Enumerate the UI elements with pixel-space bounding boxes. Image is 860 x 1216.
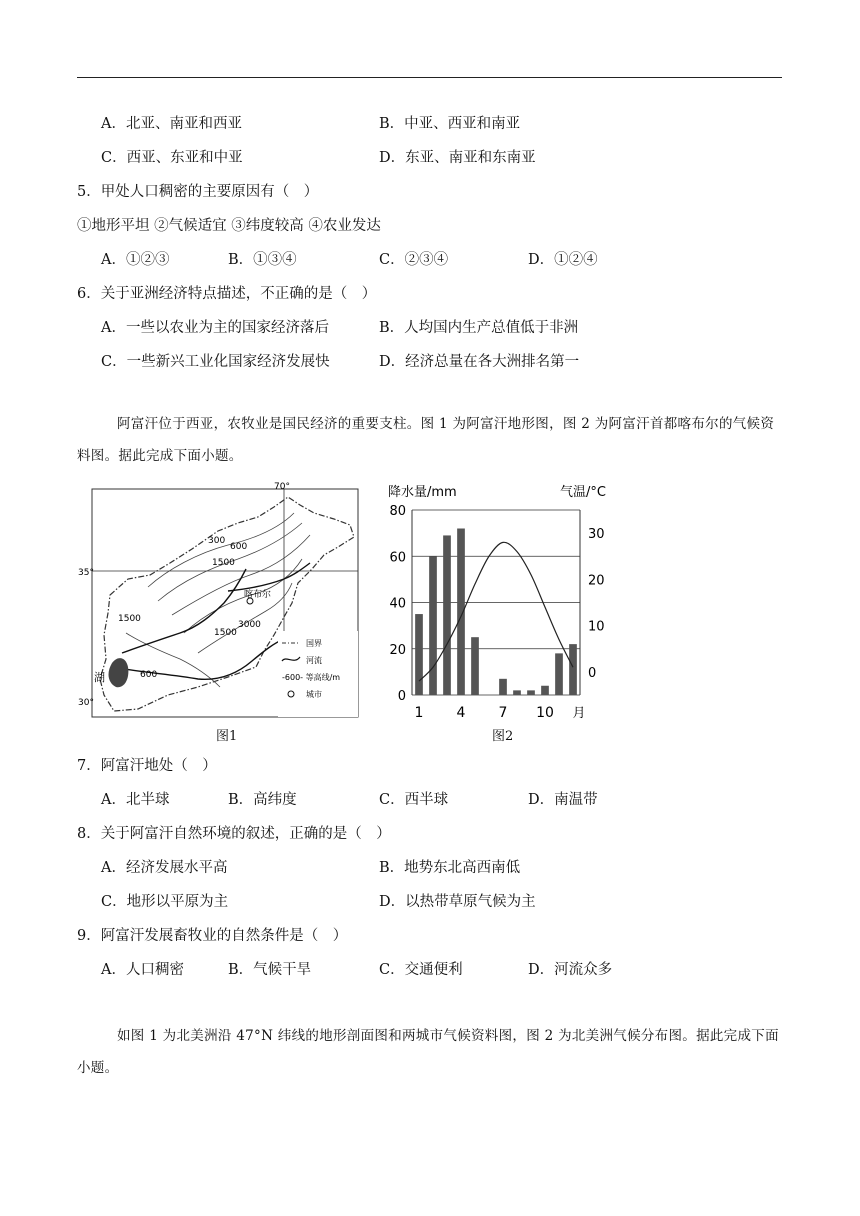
y2-tick-label: 0 (588, 665, 597, 681)
y2-axis-title: 气温/°C (560, 485, 606, 500)
precip-bar (415, 614, 423, 695)
lake (109, 658, 129, 687)
passage-north-america (77, 1020, 782, 1084)
q6-option-b[interactable]: B．人均国内生产总值低于非洲 (379, 320, 579, 336)
q5-option-d[interactable]: D．①②④ (528, 252, 598, 268)
x-tick-label: 10 (536, 705, 554, 721)
x-tick-label: 1 (414, 705, 424, 721)
q8-option-c[interactable]: C．地形以平原为主 (101, 894, 229, 910)
lat-label-30: 30° (78, 698, 94, 708)
contour-label-1500-south: 1500 (214, 628, 237, 638)
q7-option-b[interactable]: B．高纬度 (228, 792, 297, 808)
river (122, 569, 246, 653)
y2-tick-label: 20 (588, 573, 605, 589)
q4-option-d[interactable]: D．东亚、南亚和东南亚 (379, 150, 536, 166)
precip-bar (569, 644, 577, 695)
y2-tick-label: 30 (588, 527, 605, 543)
lake-label: 湖 (94, 671, 105, 684)
contour-label-1500-west: 1500 (118, 614, 141, 624)
q6-option-d[interactable]: D．经济总量在各大洲排名第一 (379, 354, 580, 370)
contour-label-600-south: 600 (140, 670, 158, 680)
precip-bar (513, 690, 521, 695)
figure-2-caption: 图2 (492, 729, 514, 744)
x-tick-label: 7 (498, 705, 508, 721)
passage-afghanistan-text: 阿富汗位于西亚，农牧业是国民经济的重要支柱。图 1 为阿富汗地形图，图 2 为阿富汗首都喀布尔的气候资料图。据此完成下面小题。 (77, 416, 775, 464)
q7-option-d[interactable]: D．南温带 (528, 792, 598, 808)
afghanistan-topographic-map (78, 482, 364, 723)
q4-option-b[interactable]: B．中亚、西亚和南亚 (379, 116, 521, 132)
contour-line (148, 513, 294, 587)
y-axis-title: 降水量/mm (388, 485, 457, 500)
q9-option-a[interactable]: A．人口稠密 (101, 962, 184, 978)
q7-option-a[interactable]: A．北半球 (101, 792, 170, 808)
q8-option-a[interactable]: A．经济发展水平高 (101, 860, 228, 876)
city-label-kabul: 喀布尔 (244, 590, 272, 600)
precip-bar (527, 690, 535, 695)
q4-option-c[interactable]: C．西亚、东亚和中亚 (101, 150, 243, 166)
q6-option-a[interactable]: A．一些以农业为主的国家经济落后 (101, 320, 329, 336)
y-tick-label: 20 (389, 642, 406, 658)
lon-label-70: 70° (274, 482, 290, 492)
lat-label-35: 35° (78, 568, 94, 578)
x-unit-label: 月 (572, 706, 586, 721)
q9-stem: 9．阿富汗发展畜牧业的自然条件是（ ） (77, 928, 348, 944)
y-tick-label: 40 (389, 596, 406, 612)
x-tick-label: 4 (456, 705, 466, 721)
q7-option-c[interactable]: C．西半球 (379, 792, 449, 808)
q5-stem: 5．甲处人口稠密的主要原因有（ ） (77, 184, 319, 200)
q8-stem: 8．关于阿富汗自然环境的叙述，正确的是（ ） (77, 826, 391, 842)
q6-option-c[interactable]: C．一些新兴工业化国家经济发展快 (101, 354, 330, 370)
q8-option-b[interactable]: B．地势东北高西南低 (379, 860, 521, 876)
q4-option-a[interactable]: A．北亚、南亚和西亚 (101, 116, 242, 132)
kabul-climate-chart (384, 480, 610, 726)
contour-label-1500: 1500 (212, 558, 235, 568)
precip-bar (443, 535, 451, 695)
precip-bar (429, 556, 437, 695)
figure-1-caption: 图1 (216, 729, 238, 744)
precip-bar (499, 679, 507, 695)
contour-label-600: 600 (230, 542, 248, 552)
temperature-line (419, 542, 573, 681)
contour-label-3000: 3000 (238, 620, 261, 630)
q7-stem: 7．阿富汗地处（ ） (77, 758, 217, 774)
precip-bar (471, 637, 479, 695)
legend-city-label: 城市 (306, 690, 322, 699)
passage-afghanistan (77, 408, 782, 472)
precip-bar (541, 686, 549, 695)
q5-option-a[interactable]: A．①②③ (101, 252, 170, 268)
y2-tick-label: 10 (588, 619, 605, 635)
q8-option-d[interactable]: D．以热带草原气候为主 (379, 894, 536, 910)
legend-border-label: 国界 (306, 639, 322, 648)
q5-option-b[interactable]: B．①③④ (228, 252, 297, 268)
q5-items: ①地形平坦 ②气候适宜 ③纬度较高 ④农业发达 (77, 218, 381, 234)
y-tick-label: 60 (389, 550, 406, 566)
y-tick-label: 80 (389, 504, 406, 519)
precip-bar (555, 653, 563, 695)
q6-stem: 6．关于亚洲经济特点描述，不正确的是（ ） (77, 286, 377, 302)
q5-option-c[interactable]: C．②③④ (379, 252, 449, 268)
passage-north-america-text: 如图 1 为北美洲沿 47°N 纬线的地形剖面图和两城市气候资料图，图 2 为北美洲气候分布图。据此完成下面小题。 (77, 1028, 779, 1076)
header-rule (77, 77, 782, 78)
y-tick-label: 0 (397, 689, 406, 704)
legend-river-label: 河流 (306, 656, 322, 665)
q9-option-c[interactable]: C．交通便利 (379, 962, 463, 978)
q9-option-b[interactable]: B．气候干旱 (228, 962, 312, 978)
contour-label-300: 300 (208, 536, 226, 546)
legend-contour-label: -600- 等高线/m (282, 673, 341, 682)
q9-option-d[interactable]: D．河流众多 (528, 962, 613, 978)
